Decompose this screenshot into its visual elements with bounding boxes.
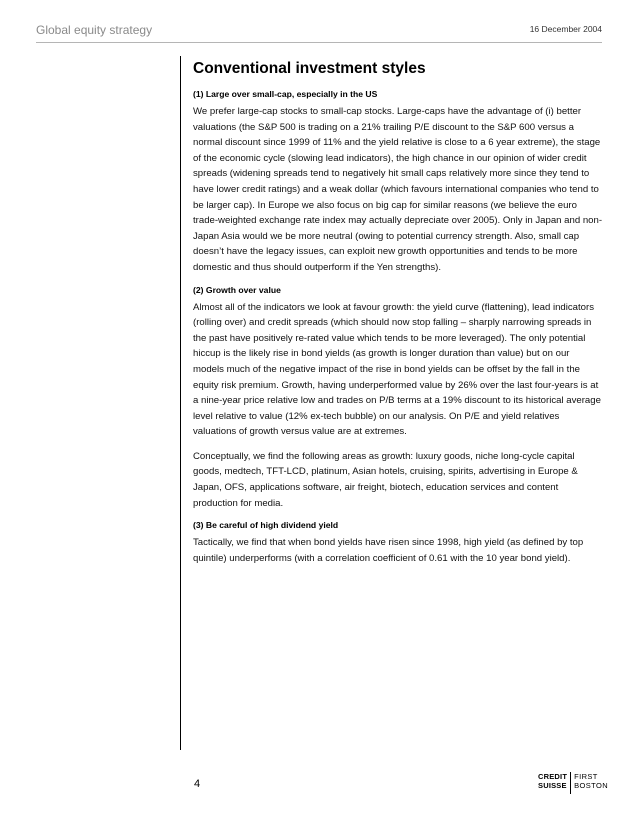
- header-divider: [36, 42, 602, 43]
- logo-text: FIRST: [574, 772, 598, 781]
- report-date: 16 December 2004: [529, 24, 602, 34]
- section-large-over-small-cap: [193, 89, 603, 276]
- paragraph: Almost all of the indicators we look at favour growth: the yield curve (flattening), lead indicators (rolling over) and credit spreads (which should now stop falling – sharply narrowing spreads in the past have positively re-rated value which tends to be more leveraged). The only potential hiccup is the likely rise in bond yields (as growth is longer duration than value) but on our models much of the negative impact of the rise in bond yields can be offset by the fall in the equity risk premium. Growth, having underperformed value by 26% over the last four-years is at a nine-year price relative low and trades on P/B terms at a 19% discount to its historical average level relative to value (12% ex-tech bubble) on our analysis. On P/E and yield relatives valuations of growth versus value are at extremes.: [193, 301, 601, 438]
- logo-text: CREDIT: [538, 772, 568, 781]
- paragraph: Conceptually, we find the following areas as growth: luxury goods, niche long-cycle capital goods, medtech, TFT-LCD, platinum, Asian hotels, cruising, spirits, advertising in Europe & Japan, OFS, applications software, air freight, biotech, education services and content production for media.: [193, 450, 578, 509]
- report-series-title: Global equity strategy: [36, 23, 153, 37]
- paragraph: We prefer large-cap stocks to small-cap stocks. Large-caps have the advantage of (i) better valuations (the S&P 500 is trading on a 21% trailing P/E discount to the S&P 600 versus a normal discount since 1999 of 11% and the yield relative is close to a 6 year extreme), the stage of the economic cycle (slowing lead indicators), the high chance in our opinion of wider credit spreads (widening spreads tend to negatively hit small caps relatively more since they tend to have lower credit ratings) and a weak dollar (which favours international companies who tend to be larger cap). In Europe we also focus on big cap for similar reasons (we believe the euro trade-weighted exchange rate index may actually depreciate over 2005). Only in Japan and non-Japan Asia would we be more neutral (owing to potential currency strength. Also, small cap doesn’t have the legacy issues, can exploit new growth opportunities and tends to be more domestic and thus should outperform if the Yen strengths).: [193, 106, 603, 273]
- page-title: Conventional investment styles: [193, 60, 426, 77]
- section-growth-over-value: [193, 285, 603, 512]
- section-heading: (2) Growth over value: [193, 284, 281, 295]
- page-number: 4: [194, 778, 201, 790]
- section-heading: (1) Large over small-cap, especially in the US: [193, 89, 378, 99]
- section-high-dividend-yield: [193, 520, 603, 566]
- article-body: [193, 60, 603, 575]
- logo-text: SUISSE: [538, 781, 567, 790]
- logo-left-block: [538, 772, 570, 794]
- credit-suisse-first-boston-logo: [538, 772, 608, 794]
- logo-right-block: [571, 772, 608, 794]
- section-heading: (3) Be careful of high dividend yield: [193, 520, 339, 531]
- margin-rule: [180, 56, 181, 750]
- logo-text: BOSTON: [574, 781, 609, 790]
- paragraph: Tactically, we find that when bond yields have risen since 1998, high yield (as defined by top quintile) underperforms (with a correlation coefficient of 0.61 with the 10 year bond yield).: [193, 537, 584, 564]
